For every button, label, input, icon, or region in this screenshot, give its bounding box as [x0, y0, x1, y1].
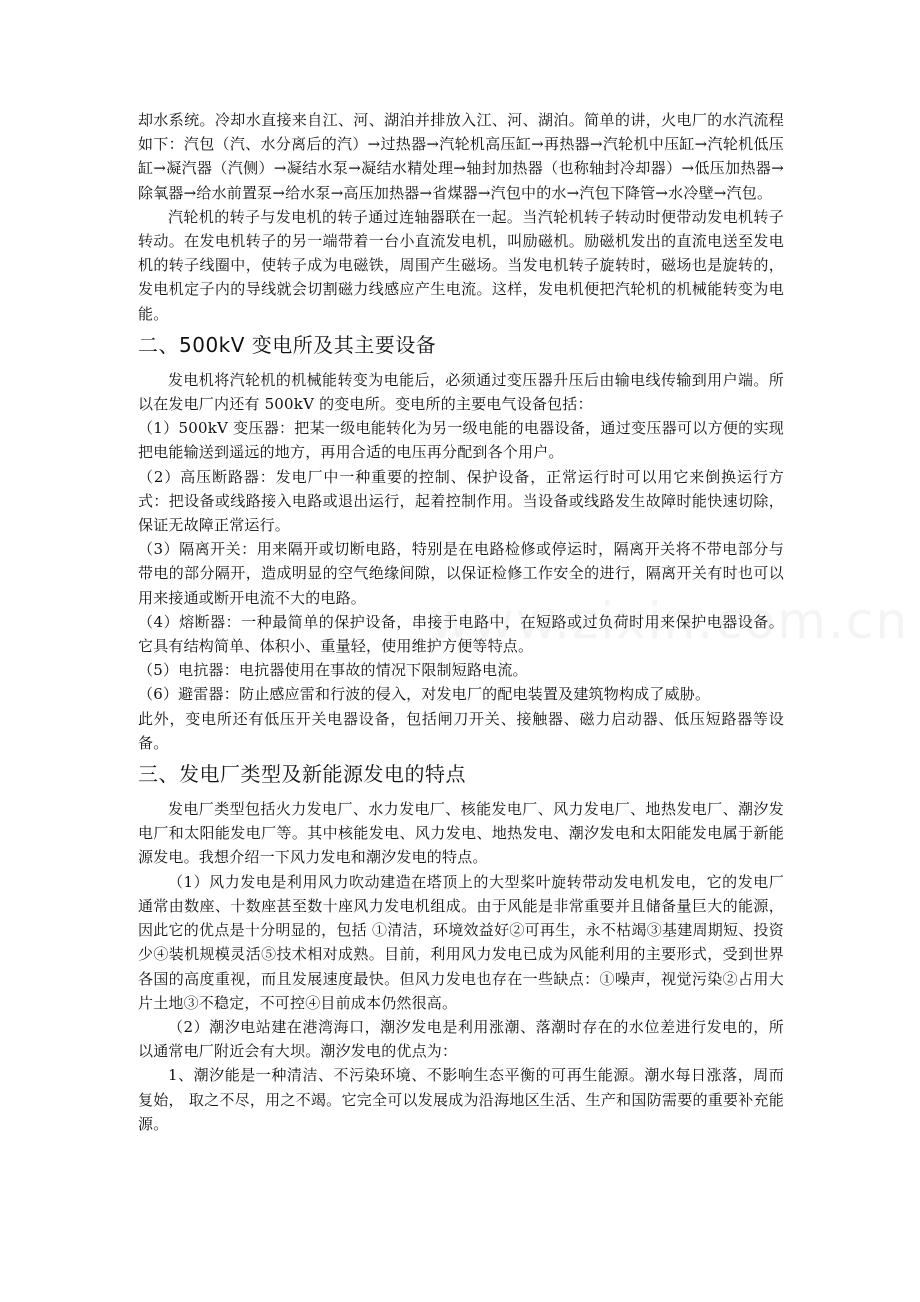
section2-item-fuse: （4）熔断器：一种最简单的保护设备，串接于电路中，在短路或过负荷时用来保护电器设备。它具有结构简单、体积小、重量轻，使用维护方便等特点。	[138, 612, 784, 656]
intro-paragraph-turbine-generator: 汽轮机的转子与发电机的转子通过连轴器联在一起。当汽轮机转子转动时便带动发电机转子转动。在发电机转子的另一端带着一台小直流发电机，叫励磁机。励磁机发出的直流电送至发电机的转子线圈中，使转子成为电磁铁，周围产生磁场。当发电机转子旋转时，磁场也是旋转的，发电机定子内的导线就会切割磁力线感应产生电流。这样，发电机便把汽轮机的机械能转变为电能。	[138, 207, 784, 323]
section2-lead-paragraph: 发电机将汽轮机的机械能转变为电能后，必须通过变压器升压后由输电线传输到用户端。所以在发电厂内还有 500kV 的变电所。变电所的主要电气设备包括：	[138, 370, 784, 414]
section2-item-disconnector: （3）隔离开关：用来隔开或切断电路，特别是在电路检修或停运时，隔离开关将不带电部分与带电的部分隔开，造成明显的空气绝缘间隙，以保证检修工作安全的进行，隔离开关有时也可以用来接通或断开电流不大的电路。	[138, 540, 784, 607]
section3-heading: 三、发电厂类型及新能源发电的特点	[138, 762, 466, 787]
section2-item-breaker: （2）高压断路器：发电厂中一种重要的控制、保护设备，正常运行时可以用它来倒换运行方式：把设备或线路接入电路或退出运行，起着控制作用。当设备或线路发生故障时能快速切除，保证无故障正常运行。	[138, 467, 784, 535]
section2-item-arrester: （6）避雷器：防止感应雷和行波的侵入，对发电厂的配电装置及建筑物构成了威胁。	[138, 685, 711, 704]
section2-heading: 二、500kV 变电所及其主要设备	[138, 332, 437, 357]
section3-paragraph-plant-types: 发电厂类型包括火力发电厂、水力发电厂、核能发电厂、风力发电厂、地热发电厂、潮汐发电厂和太阳能发电厂等。其中核能发电、风力发电、地热发电、潮汐发电和太阳能发电属于新能源发电。我想介绍一下风力发电和潮汐发电的特点。	[138, 800, 784, 867]
section3-paragraph-wind-power: （1）风力发电是利用风力吹动建造在塔顶上的大型桨叶旋转带动发电机发电，它的发电厂通常由数座、十数座甚至数十座风力发电机组成。由于风能是非常重要并且储备量巨大的能源，因此它的优点是十分明显的，包括 ①清洁，环境效益好②可再生，永不枯竭③基建周期短、投资少④装机规模灵活⑤技术相对成熟。目前，利用风力发电已成为风能利用的主要形式，受到世界各国的高度重视，而且发展速度最快。但风力发电也存在一些缺点：①噪声，视觉污染②占用大片土地③不稳定，不可控④目前成本仍然很高。	[138, 872, 784, 1012]
section2-item-transformer: （1）500kV 变压器：把某一级电能转化为另一级电能的电器设备，通过变压器可以方便的实现把电能输送到遥远的地方，再用合适的电压再分配到各个用户。	[138, 419, 784, 462]
intro-paragraph-water-steam: 却水系统。冷却水直接来自江、河、湖泊并排放入江、河、湖泊。简单的讲，火电厂的水汽流程如下：汽包（汽、水分离后的汽）→过热器→汽轮机高压缸→再热器→汽轮机中压缸→汽轮机低压缸→凝汽器（汽侧）→凝结水泵→凝结水精处理→轴封加热器（也称轴封冷却器）→低压加热器→除氧器→给水前置泵→给水泵→高压加热器→省煤器→汽包中的水→汽包下降管→水冷壁→汽包。	[138, 111, 784, 202]
section2-item-reactor: （5）电抗器：电抗器使用在事故的情况下限制短路电流。	[138, 661, 528, 680]
section2-closing-paragraph: 此外，变电所还有低压开关电器设备，包括闸刀开关、接触器、磁力启动器、低压短路器等设备。	[138, 709, 784, 752]
section3-paragraph-tidal-advantage-1: 1、潮汐能是一种清洁、不污染环境、不影响生态平衡的可再生能源。潮水每日涨落，周而复始， 取之不尽，用之不竭。它完全可以发展成为沿海地区生活、生产和国防需要的重要补充能源。	[138, 1066, 784, 1133]
section3-paragraph-tidal-power: （2）潮汐电站建在港湾海口，潮汐发电是利用涨潮、落潮时存在的水位差进行发电的，所以通常电厂附近会有大坝。潮汐发电的优点为：	[138, 1017, 784, 1061]
document-body	[138, 108, 784, 1136]
